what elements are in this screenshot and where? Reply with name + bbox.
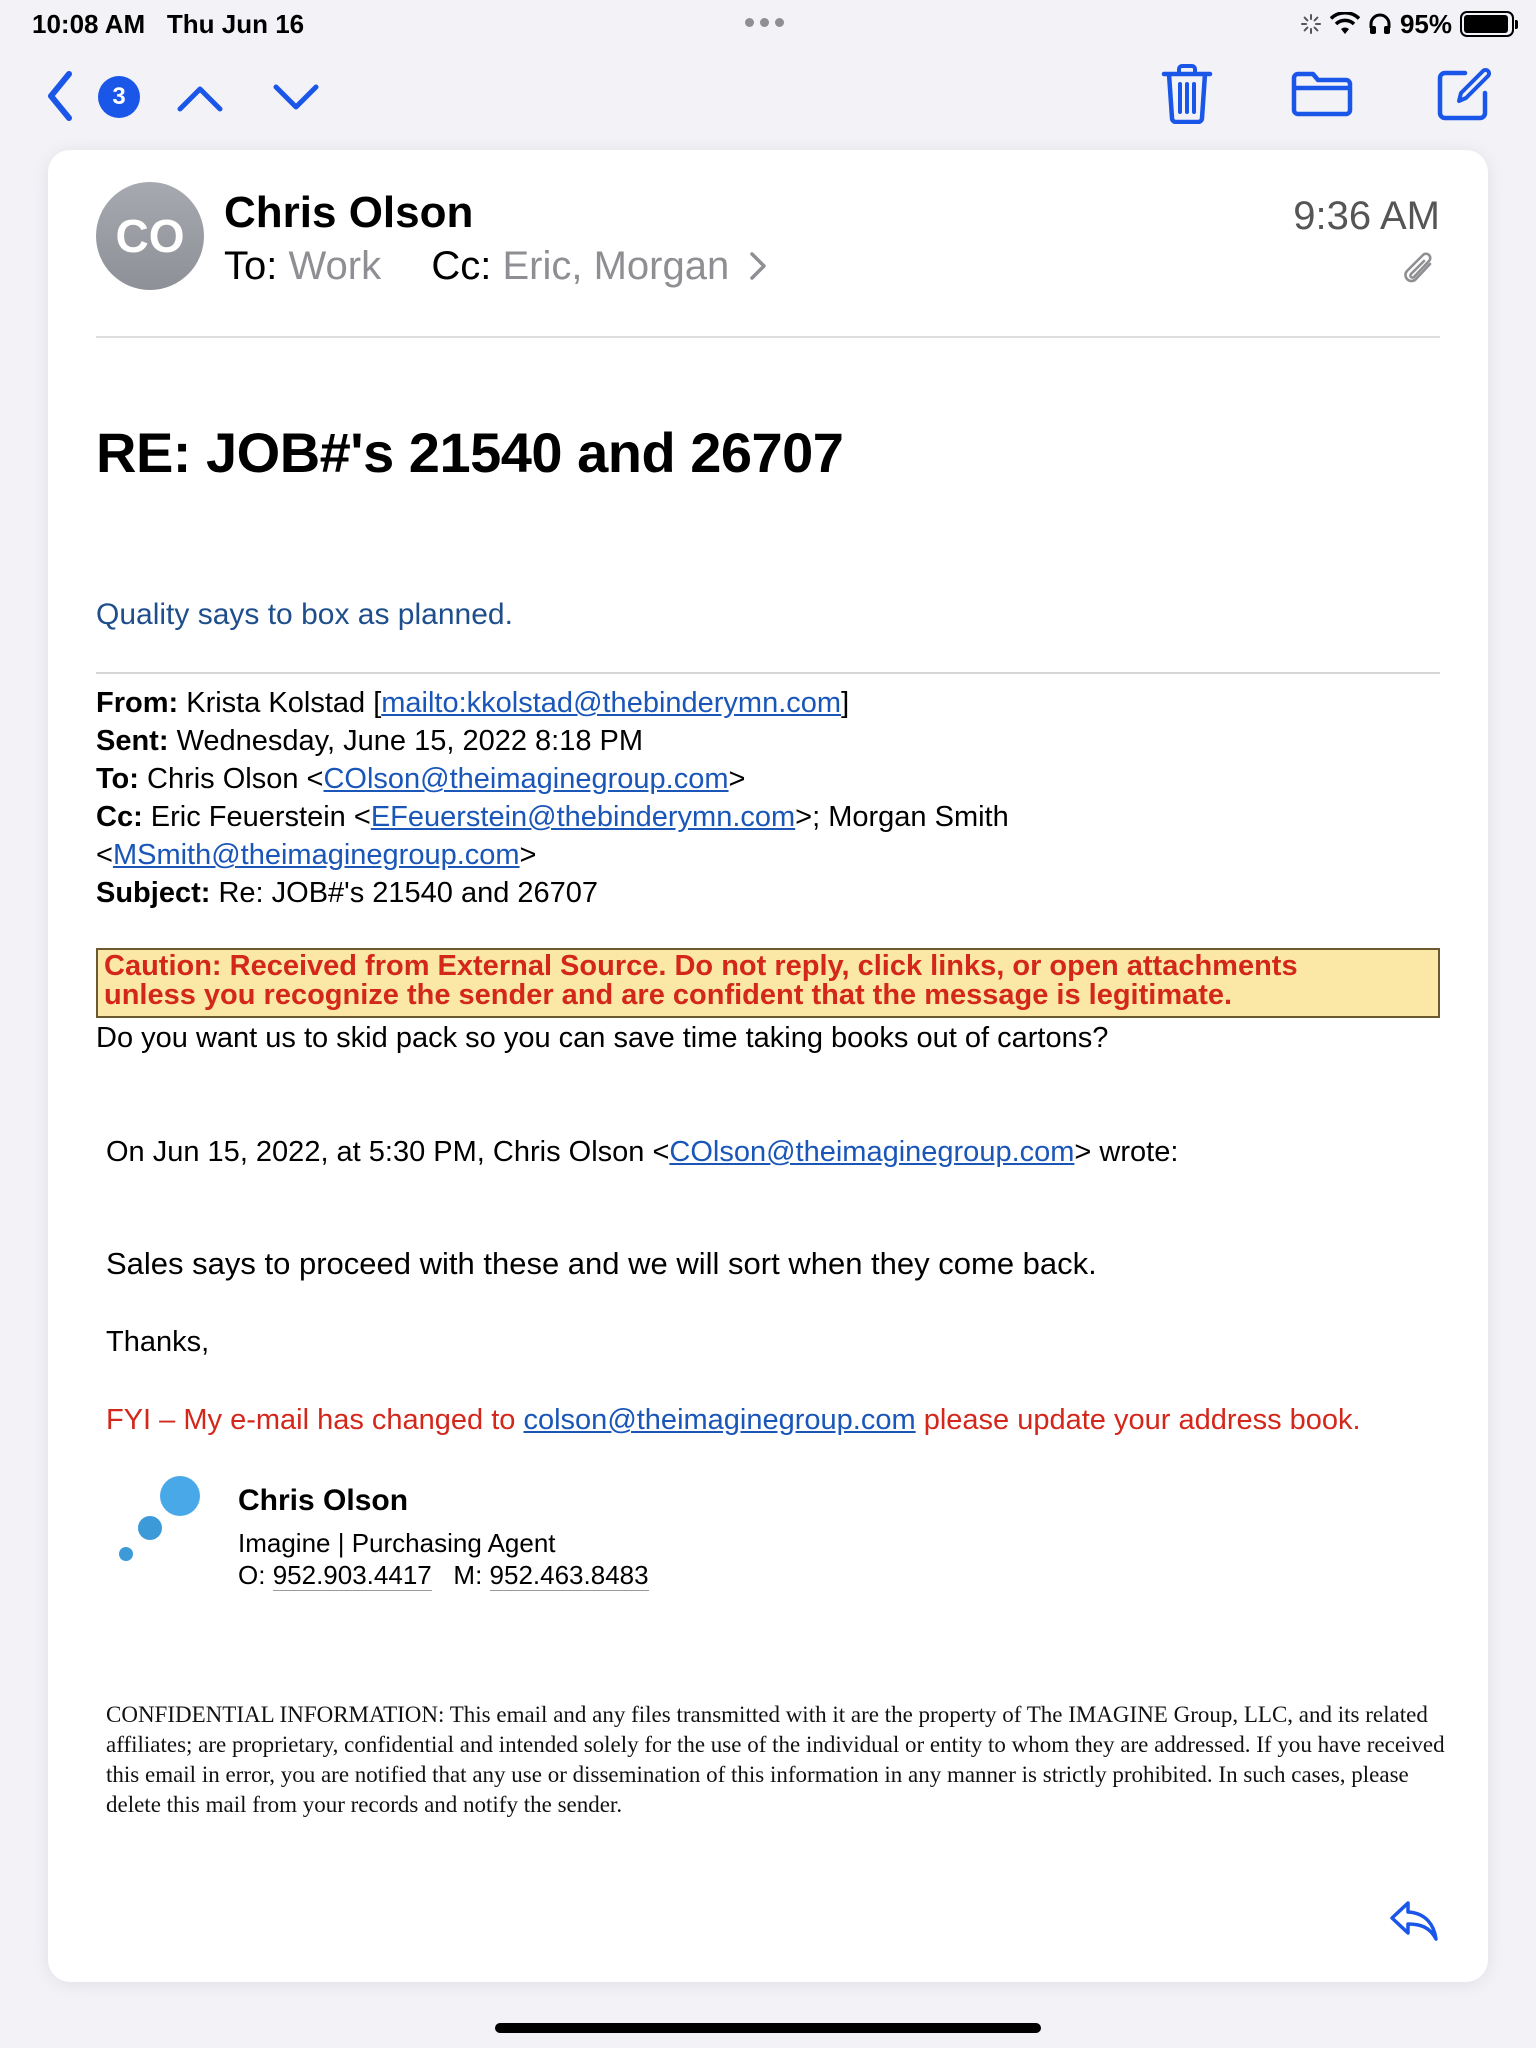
message-subject: RE: JOB#'s 21540 and 26707 (96, 421, 844, 484)
confidentiality-notice: CONFIDENTIAL INFORMATION: This email and any files transmitted with it are the property of The IMAGINE Group, LLC, and its related affiliates; are proprietary, confidential and intended solely for the use of the individual or entity to whom they are addressed. If you have received this email in error, you are notified that any use or dissemination of this information in any manner is strictly prohibited. In such cases, please delete this mail from your records and notify the sender. (106, 1702, 1445, 1817)
compose-button[interactable] (1434, 64, 1494, 124)
battery-icon (1460, 11, 1514, 37)
move-to-folder-button[interactable] (1290, 68, 1354, 120)
fyi-notice: FYI – My e-mail has changed to colson@theimaginegroup.com please update your address book. (106, 1404, 1361, 1436)
quoted-cc-line: Cc: Eric Feuerstein <EFeuerstein@thebinderymn.com>; Morgan Smith (96, 801, 1009, 833)
avatar[interactable]: CO (96, 182, 204, 290)
recipients-summary[interactable] (224, 244, 768, 289)
reply-arrow-icon (1388, 1899, 1440, 1943)
wifi-icon (1330, 12, 1360, 36)
office-phone-link[interactable]: 952.903.4417 (272, 1560, 432, 1590)
cc-email-link-2[interactable]: MSmith@theimaginegroup.com (112, 839, 520, 871)
paperclip-icon (1402, 250, 1436, 288)
question-text: Do you want us to skid pack so you can save time taking books out of cartons? (96, 1022, 1109, 1054)
trash-icon (1160, 64, 1214, 124)
chevron-right-icon (748, 250, 768, 282)
header-divider (96, 336, 1440, 338)
back-button[interactable] (38, 68, 82, 124)
reply-lead-text: Quality says to box as planned. (96, 598, 513, 631)
message-card (48, 150, 1488, 1982)
thanks-text: Thanks, (106, 1326, 210, 1358)
sales-text: Sales says to proceed with these and we will sort when they come back. (106, 1246, 1097, 1281)
message-time: 9:36 AM (1293, 194, 1440, 238)
down-chevron-icon (272, 83, 320, 113)
quote-divider (96, 672, 1440, 674)
status-time: 10:08 AM Thu Jun 16 (32, 9, 305, 39)
status-bar (0, 0, 1536, 48)
back-chevron-icon (45, 70, 75, 122)
compose-icon (1435, 65, 1493, 123)
quoted-sent-line: Sent: Wednesday, June 15, 2022 8:18 PM (96, 725, 644, 757)
cc-label: Cc: (431, 244, 492, 288)
battery-percent: 95% (1399, 8, 1452, 39)
to-label: To: (224, 244, 278, 288)
multitasking-dots-icon[interactable] (745, 14, 791, 24)
quoted-headers (96, 684, 1446, 912)
next-message-button[interactable] (270, 76, 322, 120)
signature-block (112, 1470, 712, 1610)
new-email-link[interactable]: colson@theimaginegroup.com (523, 1404, 916, 1436)
quoted-cc-line-2: <MSmith@theimaginegroup.com> (96, 839, 537, 871)
folder-icon (1291, 70, 1353, 118)
home-indicator[interactable] (495, 2023, 1041, 2033)
mail-toolbar (0, 56, 1536, 138)
signature-phones: O: 952.903.4417 M: 952.463.8483 (238, 1560, 649, 1590)
mobile-phone-link[interactable]: 952.463.8483 (489, 1560, 649, 1590)
external-caution-banner: Caution: Received from External Source. Do not reply, click links, or open attachments unless you recognize the sender and are confident that the message is legitimate. (96, 948, 1440, 1018)
activity-spinner-icon (1300, 13, 1322, 35)
sender-name[interactable]: Chris Olson (224, 188, 474, 237)
headphones-icon (1368, 12, 1392, 36)
cc-value: Eric, Morgan (502, 244, 730, 288)
signature-role: Imagine | Purchasing Agent (238, 1528, 556, 1558)
signature-name: Chris Olson (238, 1484, 409, 1517)
quote-attribution: On Jun 15, 2022, at 5:30 PM, Chris Olson <COlson@theimaginegroup.com> wrote: (106, 1136, 1179, 1168)
status-right (1300, 8, 1514, 40)
up-chevron-icon (176, 83, 224, 113)
quote-email-link[interactable]: COlson@theimaginegroup.com (669, 1136, 1075, 1168)
to-value: Work (288, 244, 382, 288)
cc-email-link-1[interactable]: EFeuerstein@thebinderymn.com (370, 801, 796, 833)
to-email-link[interactable]: COlson@theimaginegroup.com (323, 763, 729, 795)
quoted-subject-line: Subject: Re: JOB#'s 21540 and 26707 (96, 877, 599, 909)
quoted-from-line: From: Krista Kolstad [mailto:kkolstad@thebinderymn.com] (96, 687, 850, 719)
trash-button[interactable] (1158, 62, 1216, 126)
from-mailto-link[interactable]: mailto:kkolstad@thebinderymn.com (381, 687, 842, 719)
previous-message-button[interactable] (174, 76, 226, 120)
reply-button[interactable] (1388, 1899, 1440, 1948)
imagine-logo-icon (112, 1470, 212, 1570)
quoted-to-line: To: Chris Olson <COlson@theimaginegroup.com> (96, 763, 746, 795)
unread-count-badge: 3 (98, 76, 140, 118)
